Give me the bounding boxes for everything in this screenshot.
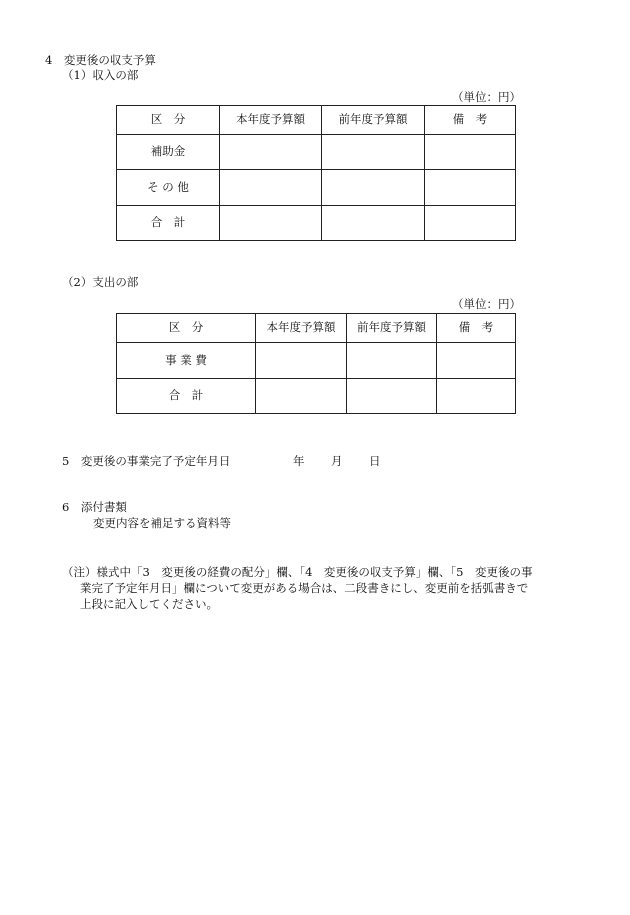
income-cell-remarks[interactable]: [425, 206, 516, 241]
section4-heading: 4 変更後の収支予算: [45, 53, 156, 67]
expense-cell-label: 事 業 費: [117, 343, 256, 379]
income-cell-previous[interactable]: [322, 170, 425, 206]
expense-cell-previous[interactable]: [347, 343, 437, 379]
income-row-other: [117, 170, 516, 206]
expense-header-current: 本年度予算額: [256, 314, 347, 343]
income-cell-remarks[interactable]: [425, 135, 516, 170]
income-header-category: 区 分: [117, 106, 220, 135]
note-line-3: 上段に記入してください。: [80, 597, 218, 611]
income-row-subsidy: [117, 135, 516, 170]
income-cell-current[interactable]: [220, 135, 322, 170]
expense-cell-remarks[interactable]: [437, 343, 516, 379]
income-cell-previous[interactable]: [322, 206, 425, 241]
expense-row-total: [117, 379, 516, 414]
income-cell-remarks[interactable]: [425, 170, 516, 206]
income-table: [116, 105, 516, 241]
note-line-2: 業完了予定年月日」欄について変更がある場合は、二段書きにし、変更前を括弧書きで: [80, 581, 529, 595]
income-cell-current[interactable]: [220, 206, 322, 241]
expense-cell-label: 合 計: [117, 379, 256, 414]
section5-label: 5 変更後の事業完了予定年月日: [62, 454, 231, 468]
income-header-row: [117, 106, 516, 135]
section6-heading: 6 添付書類: [62, 500, 127, 514]
income-unit-label: （単位：円）: [452, 90, 521, 104]
income-row-total: [117, 206, 516, 241]
expense-cell-previous[interactable]: [347, 379, 437, 414]
income-subheading: （1）収入の部: [62, 68, 139, 82]
note-line-1: （注）様式中「3 変更後の経費の配分」欄、「4 変更後の収支予算」欄、「5 変更後の事: [62, 565, 533, 579]
expense-header-category: 区 分: [117, 314, 256, 343]
expense-cell-remarks[interactable]: [437, 379, 516, 414]
expense-table: [116, 313, 516, 414]
income-header-remarks: 備 考: [425, 106, 516, 135]
attachment-item: 変更内容を補足する資料等: [93, 516, 231, 530]
completion-month-label: 月: [331, 454, 343, 468]
income-cell-previous[interactable]: [322, 135, 425, 170]
income-cell-label: そ の 他: [117, 170, 220, 206]
expense-unit-label: （単位：円）: [452, 297, 521, 311]
income-cell-current[interactable]: [220, 170, 322, 206]
income-cell-label: 合 計: [117, 206, 220, 241]
expense-subheading: （2）支出の部: [62, 275, 139, 289]
completion-year-label: 年: [293, 454, 305, 468]
income-cell-label: 補助金: [117, 135, 220, 170]
expense-row-project: [117, 343, 516, 379]
expense-header-previous: 前年度予算額: [347, 314, 437, 343]
income-header-previous: 前年度予算額: [322, 106, 425, 135]
income-header-current: 本年度予算額: [220, 106, 322, 135]
expense-cell-current[interactable]: [256, 343, 347, 379]
completion-day-label: 日: [369, 454, 381, 468]
expense-cell-current[interactable]: [256, 379, 347, 414]
expense-header-row: [117, 314, 516, 343]
expense-header-remarks: 備 考: [437, 314, 516, 343]
